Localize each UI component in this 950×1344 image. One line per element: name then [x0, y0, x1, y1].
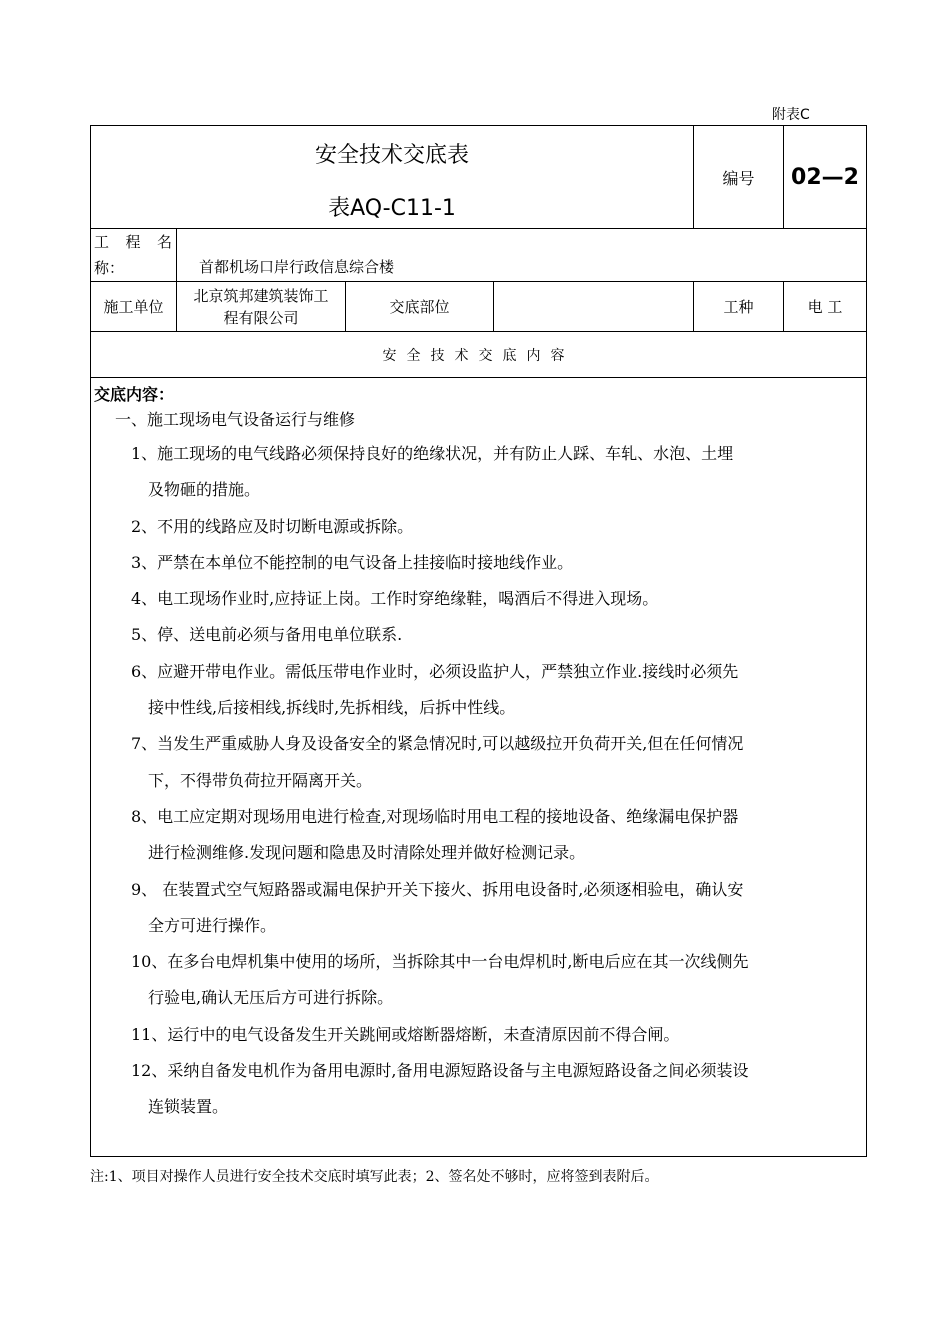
briefing-item-continuation: 行验电,确认无压后方可进行拆除。: [148, 988, 394, 1008]
footnote: 注:1、项目对操作人员进行安全技术交底时填写此表；2、签名处不够时，应将签到表附后。: [90, 1169, 659, 1185]
briefing-item-text: 5、停、送电前必须与备用电单位联系.: [131, 625, 403, 645]
briefing-item: [131, 509, 864, 545]
briefing-item-continuation: 进行检测维修.发现问题和隐患及时清除处理并做好检测记录。: [148, 843, 586, 863]
briefing-items: [131, 436, 864, 1126]
attachment-label: 附表C: [772, 107, 810, 123]
project-name-label: 工 程 名 称：: [91, 229, 177, 282]
content-heading: 安全技术交底内容: [91, 332, 867, 378]
briefing-item: [131, 654, 864, 727]
briefing-item-text: 12、采纳自备发电机作为备用电源时,备用电源短路设备与主电源短路设备之间必须装设: [131, 1061, 749, 1081]
briefing-item-text: 7、当发生严重威胁人身及设备安全的紧急情况时,可以越级拉开负荷开关,但在任何情况: [131, 734, 744, 754]
number-label: 编号: [694, 126, 784, 229]
trade-label: 工种: [694, 282, 784, 332]
briefing-item: [131, 436, 864, 509]
briefing-item-text: 1、施工现场的电气线路必须保持良好的绝缘状况，并有防止人踩、车轧、水泡、土埋: [131, 444, 734, 463]
safety-briefing-table: [90, 125, 867, 1157]
briefing-part-label: 交底部位: [346, 282, 494, 332]
briefing-item: [131, 545, 864, 581]
content-title: 交底内容：: [94, 385, 175, 404]
project-name-value: 首都机场口岸行政信息综合楼: [177, 229, 867, 282]
construction-unit-label: 施工单位: [91, 282, 177, 332]
briefing-item: [131, 581, 864, 617]
briefing-item-text: 6、应避开带电作业。需低压带电作业时，必须设监护人，严禁独立作业.接线时必须先: [131, 661, 739, 681]
briefing-item-continuation: 下，不得带负荷拉开隔离开关。: [148, 770, 373, 790]
content-cell: [91, 378, 867, 1157]
briefing-item: [131, 799, 864, 872]
briefing-item: [131, 1017, 864, 1053]
briefing-item: [131, 872, 864, 945]
section-heading: 一、施工现场电气设备运行与维修: [115, 410, 356, 429]
form-subtitle: 表AQ-C11-1: [328, 196, 456, 221]
briefing-item-text: 3、严禁在本单位不能控制的电气设备上挂接临时接地线作业。: [131, 552, 574, 572]
construction-unit-value: 北京筑邦建筑装饰工 程有限公司: [177, 282, 346, 332]
briefing-item-continuation: 及物砸的措施。: [148, 480, 261, 500]
briefing-item-continuation: 全方可进行操作。: [148, 915, 277, 935]
briefing-item: [131, 944, 864, 1017]
number-value: 02—2: [784, 126, 867, 229]
briefing-item-text: 9、 在装置式空气短路器或漏电保护开关下接火、拆用电设备时,必须逐相验电，确认安: [131, 879, 744, 899]
briefing-item: [131, 1053, 864, 1126]
briefing-item-text: 11、运行中的电气设备发生开关跳闸或熔断器熔断，未查清原因前不得合闸。: [131, 1024, 680, 1044]
briefing-part-value: [494, 282, 694, 332]
briefing-item: [131, 617, 864, 653]
briefing-item-text: 2、不用的线路应及时切断电源或拆除。: [131, 516, 414, 536]
briefing-item: [131, 726, 864, 799]
briefing-item-text: 10、在多台电焊机集中使用的场所，当拆除其中一台电焊机时,断电后应在其一次线侧先: [131, 952, 749, 972]
briefing-item-text: 8、电工应定期对现场用电进行检查,对现场临时用电工程的接地设备、绝缘漏电保护器: [131, 806, 739, 826]
briefing-item-text: 4、电工现场作业时,应持证上岗。工作时穿绝缘鞋，喝酒后不得进入现场。: [131, 589, 659, 609]
trade-value: 电 工: [784, 282, 867, 332]
briefing-item-continuation: 连锁装置。: [148, 1097, 229, 1117]
title-cell: [91, 126, 694, 229]
briefing-item-continuation: 接中性线,后接相线,拆线时,先拆相线，后拆中性线。: [148, 698, 516, 718]
form-title: 安全技术交底表: [315, 143, 470, 168]
